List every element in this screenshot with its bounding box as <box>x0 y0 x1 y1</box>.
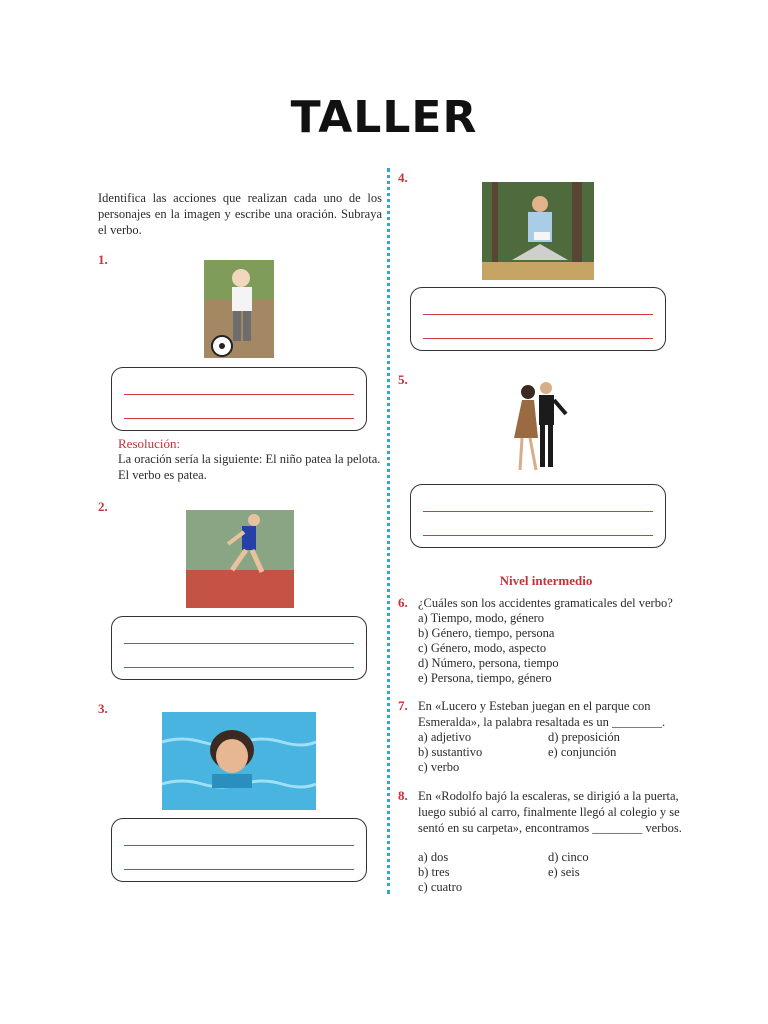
resolution-title: Resolución: <box>118 436 181 451</box>
item-number-1: 1. <box>98 252 108 267</box>
instructions: Identifica las acciones que realizan cada uno de los personajes en la imagen y escribe una oración. Subraya el verbo. <box>98 191 382 237</box>
item-number-2: 2. <box>98 499 108 514</box>
question-number-7: 7. <box>398 698 408 713</box>
option[interactable]: c) cuatro <box>418 880 463 894</box>
option[interactable]: b) Género, tiempo, persona <box>418 626 555 640</box>
option[interactable]: e) seis <box>548 865 580 879</box>
question-number-6: 6. <box>398 595 408 610</box>
resolution-text: La oración sería la siguiente: El niño patea la pelota. El verbo es patea. <box>118 452 381 482</box>
column-divider <box>387 168 390 894</box>
option[interactable]: a) adjetivo <box>418 730 472 744</box>
option[interactable]: a) dos <box>418 850 449 864</box>
answer-line[interactable] <box>423 338 653 339</box>
answer-box-1[interactable] <box>111 367 367 431</box>
option[interactable]: e) Persona, tiempo, género <box>418 671 552 685</box>
option[interactable]: d) preposición <box>548 730 620 744</box>
answer-line[interactable] <box>124 845 354 846</box>
question-number-8: 8. <box>398 788 408 803</box>
level-heading: Nivel intermedio <box>499 573 593 588</box>
question-text-8: En «Rodolfo bajó la escaleras, se dirigió a la puerta, luego subió al carro, finalmente llegó al colegio y se sentó en su carpeta», encontramos ________ verbos. <box>418 789 682 835</box>
photo-runner <box>186 510 294 608</box>
photo-girl-swimming <box>162 712 316 810</box>
answer-line[interactable] <box>124 643 354 644</box>
option[interactable]: b) sustantivo <box>418 745 483 759</box>
photo-man-reading <box>482 182 594 280</box>
option[interactable]: e) conjunción <box>548 745 617 759</box>
answer-box-4[interactable] <box>410 287 666 351</box>
answer-line[interactable] <box>423 314 653 315</box>
option[interactable]: d) cinco <box>548 850 589 864</box>
answer-box-2[interactable] <box>111 616 367 680</box>
page-title: TALLER <box>290 92 478 143</box>
option[interactable]: d) Número, persona, tiempo <box>418 656 559 670</box>
answer-line[interactable] <box>423 535 653 536</box>
option[interactable]: b) tres <box>418 865 450 879</box>
item-number-5: 5. <box>398 372 408 387</box>
question-text-6: ¿Cuáles son los accidentes gramaticales del verbo? <box>418 596 673 610</box>
answer-box-5[interactable] <box>410 484 666 548</box>
answer-box-3[interactable] <box>111 818 367 882</box>
answer-line[interactable] <box>124 394 354 395</box>
item-number-3: 3. <box>98 701 108 716</box>
answer-line[interactable] <box>423 511 653 512</box>
option[interactable]: c) Género, modo, aspecto <box>418 641 547 655</box>
option[interactable]: c) verbo <box>418 760 460 774</box>
item-number-4: 4. <box>398 170 408 185</box>
photo-couple-dancing <box>508 378 570 478</box>
option[interactable]: a) Tiempo, modo, género <box>418 611 545 625</box>
photo-child-kicking-ball <box>204 260 274 358</box>
answer-line[interactable] <box>124 869 354 870</box>
question-text-7: En «Lucero y Esteban juegan en el parque con Esmeralda», la palabra resaltada es un ________. <box>418 699 666 729</box>
answer-line[interactable] <box>124 667 354 668</box>
answer-line[interactable] <box>124 418 354 419</box>
